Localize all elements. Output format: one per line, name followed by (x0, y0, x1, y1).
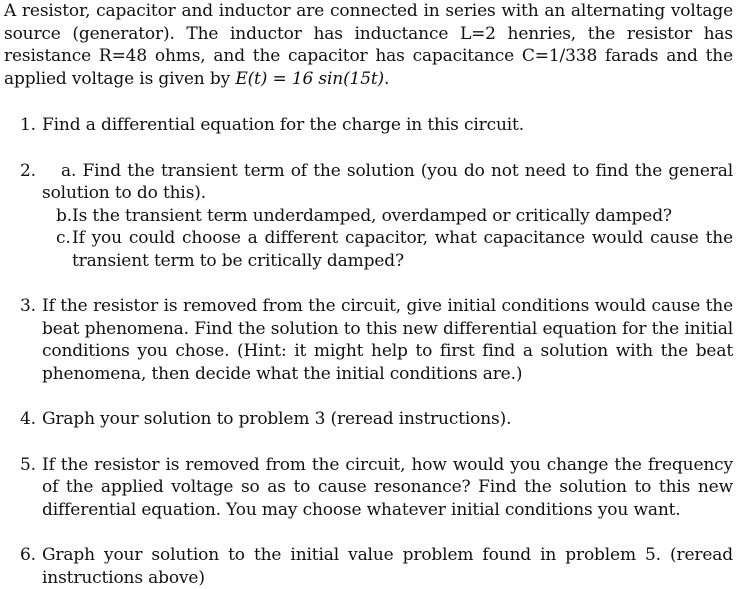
intro-paragraph (4, 0, 733, 90)
document-page (4, 0, 733, 589)
intro-text: A resistor, capacitor and inductor are connected in series with an alternating voltage source (generator). The inductor has inductance L=2 henries, the resistor has resistance R=48 ohms, and the capacitor has capacitance C=1/338 farads and the applied voltage is given by (4, 1, 733, 89)
problem-number: 2. (20, 160, 36, 181)
part-label: b. (56, 205, 72, 226)
voltage-equation: E(t) = 16 sin(15t) (235, 68, 385, 89)
part-text: Is the transient term underdamped, overdamped or critically damped? (72, 205, 672, 226)
problem-2 (4, 160, 733, 273)
problem-text: Find a differential equation for the charge in this circuit. (42, 115, 524, 135)
problem-text: Graph your solution to the initial value problem found in problem 5. (reread instructions above) (42, 545, 733, 588)
problem-number: 4. (20, 409, 36, 429)
part-text: Find the transient term of the solution (you do not need to find the general solution to do this). (42, 160, 733, 203)
problem-5 (4, 454, 733, 522)
problem-6 (4, 544, 733, 589)
problem-number: 5. (20, 454, 36, 475)
problem-text: Graph your solution to problem 3 (reread instructions). (42, 409, 512, 429)
problem-3 (4, 295, 733, 385)
part-text: If you could choose a different capacitor, what capacitance would cause the transient term to be critically damped? (72, 228, 733, 271)
problem-number: 1. (20, 115, 36, 135)
problem-4 (4, 408, 733, 431)
problem-number: 3. (20, 296, 36, 316)
part-label: a. (61, 160, 77, 181)
problem-2-part-b (56, 205, 733, 228)
problem-text: If the resistor is removed from the circuit, give initial conditions would cause the beat phenomena. Find the solution to this new differential equation for the initial conditions you chose. (Hint: it might help to first find a solution with the beat phenomena, then decide what the initial conditions are.) (42, 296, 733, 384)
problem-number: 6. (20, 545, 36, 565)
problem-2-part-c (56, 227, 733, 272)
problem-1 (4, 114, 733, 137)
part-label: c. (56, 228, 71, 248)
problem-text: If the resistor is removed from the circuit, how would you change the frequency of the applied voltage so as to cause resonance? Find the solution to this new differential equation. You may choose whatever initial conditions you want. (42, 454, 733, 520)
intro-text-end: . (384, 68, 390, 89)
problem-2-part-a (42, 160, 733, 205)
